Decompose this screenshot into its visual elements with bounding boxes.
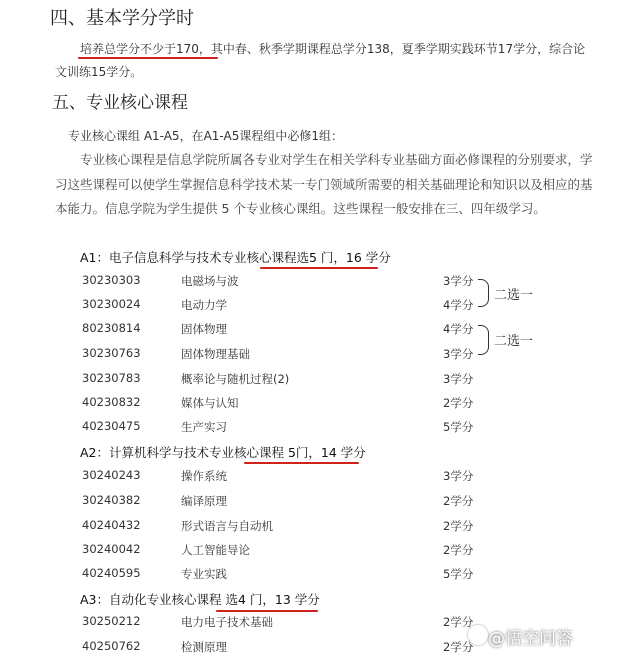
- intro-line-2: 习这些课程可以使学生掌握信息科学技术某一专门领域所需要的相关基础理论和知识以及相应的基: [55, 177, 593, 192]
- course-name: 人工智能导论: [181, 543, 250, 557]
- course-name: 编译原理: [181, 494, 227, 508]
- course-code: 30240243: [82, 468, 141, 482]
- course-credit: 2学分: [443, 543, 474, 557]
- course-credit: 5学分: [443, 420, 474, 434]
- course-code: 40240595: [82, 566, 141, 580]
- course-credit: 5学分: [443, 567, 474, 581]
- brace-icon: [478, 325, 489, 355]
- group-title-a2: A2：计算机科学与技术专业核心课程 5门，14 学分: [80, 445, 366, 460]
- course-credit: 2学分: [443, 640, 474, 654]
- course-name: 媒体与认知: [181, 396, 239, 410]
- course-credit: 4学分: [443, 298, 474, 312]
- course-name: 操作系统: [181, 469, 227, 483]
- course-code: 30240042: [82, 542, 141, 556]
- intro-line-3: 本能力。信息学院为学生提供 5 个专业核心课组。这些课程一般安排在三、四年级学习。: [55, 201, 546, 216]
- credits-line-2: 文训练15学分。: [55, 65, 143, 79]
- course-name: 电动力学: [181, 298, 227, 312]
- course-code: 40230475: [82, 419, 141, 433]
- course-code: 30250212: [82, 614, 141, 628]
- course-name: 电力电子技术基础: [181, 615, 273, 629]
- course-name: 固体物理基础: [181, 347, 250, 361]
- course-credit: 4学分: [443, 322, 474, 336]
- course-code: 40230832: [82, 395, 141, 409]
- underline-a2: [244, 462, 359, 464]
- course-credit: 2学分: [443, 494, 474, 508]
- credits-line-1: 培养总学分不少于170，其中春、秋季学期课程总学分138，夏季学期实践环节17学分，综合论: [80, 42, 586, 56]
- group-title-a1: A1：电子信息科学与技术专业核心课程选5 门，16 学分: [80, 250, 391, 265]
- course-code: 30240382: [82, 493, 141, 507]
- course-credit: 3学分: [443, 469, 474, 483]
- course-code: 30230303: [82, 273, 141, 287]
- underline-total-credits: [78, 57, 218, 59]
- course-credit: 3学分: [443, 347, 474, 361]
- group-title-a3: A3：自动化专业核心课程 选4 门，13 学分: [80, 592, 320, 607]
- course-name: 专业实践: [181, 567, 227, 581]
- choice-note-1: 二选一: [494, 288, 534, 303]
- course-code: 30230024: [82, 297, 141, 311]
- core-requirement: 专业核心课组 A1-A5，在A1-A5课程组中必修1组：: [68, 129, 343, 143]
- course-name: 电磁场与波: [181, 274, 239, 288]
- course-credit: 3学分: [443, 372, 474, 386]
- course-code: 40250762: [82, 639, 141, 653]
- underline-a1: [260, 267, 378, 269]
- course-credit: 2学分: [443, 396, 474, 410]
- watermark-logo-icon: [468, 625, 488, 645]
- watermark: @悟空问答: [488, 629, 573, 649]
- section5-title: 五、专业核心课程: [52, 93, 188, 113]
- section4-title: 四、基本学分学时: [50, 8, 194, 29]
- course-code: 40240432: [82, 518, 141, 532]
- choice-note-2: 二选一: [494, 334, 534, 349]
- course-credit: 3学分: [443, 274, 474, 288]
- brace-icon: [478, 279, 489, 307]
- course-credit: 2学分: [443, 615, 474, 629]
- course-credit: 2学分: [443, 519, 474, 533]
- intro-line-1: 专业核心课程是信息学院所属各专业对学生在相关学科专业基础方面必修课程的分别要求，学: [80, 152, 593, 167]
- course-code: 80230814: [82, 321, 141, 335]
- course-name: 生产实习: [181, 420, 227, 434]
- course-name: 固体物理: [181, 322, 227, 336]
- course-name: 形式语言与自动机: [181, 519, 273, 533]
- course-code: 30230783: [82, 371, 141, 385]
- course-code: 30230763: [82, 346, 141, 360]
- course-name: 概率论与随机过程(2): [181, 372, 290, 386]
- course-name: 检测原理: [181, 640, 227, 654]
- underline-a3: [216, 610, 318, 612]
